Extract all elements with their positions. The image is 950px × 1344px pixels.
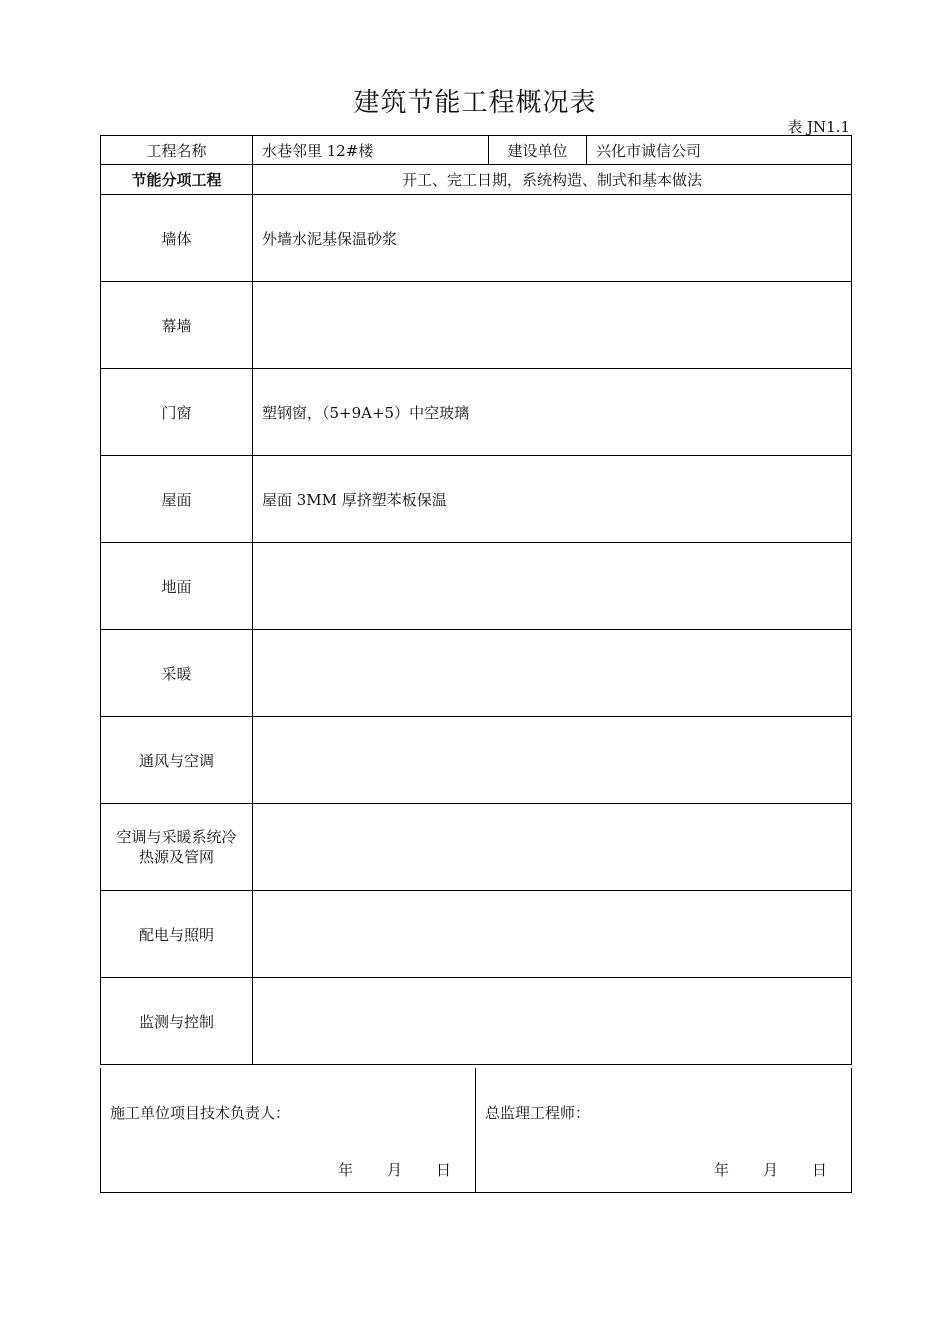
item-content-roof: 屋面 3MM 厚挤塑苯板保温	[253, 456, 852, 543]
item-name-hvac-source	[101, 804, 253, 891]
chief-supervisor-date	[714, 1159, 827, 1180]
header-row	[101, 136, 852, 165]
signature-right-cell	[476, 1068, 852, 1193]
date-day: 日	[435, 1161, 451, 1179]
item-content-curtain-wall	[253, 282, 852, 369]
table-row	[101, 282, 852, 369]
item-content-monitoring	[253, 978, 852, 1065]
item-name-floor: 地面	[101, 543, 253, 630]
item-content-heating	[253, 630, 852, 717]
item-name-wall: 墙体	[101, 195, 253, 282]
builder-label: 建设单位	[489, 136, 587, 165]
date-year: 年	[337, 1161, 353, 1179]
item-name-curtain-wall: 幕墙	[101, 282, 253, 369]
item-content-doors-windows: 塑钢窗，（5+9A+5）中空玻璃	[253, 369, 852, 456]
signature-left-cell	[101, 1068, 476, 1193]
date-month: 月	[762, 1161, 778, 1179]
date-day: 日	[811, 1161, 827, 1179]
description-label: 开工、完工日期，系统构造、制式和基本做法	[253, 165, 852, 195]
construction-lead-date	[338, 1159, 451, 1180]
project-name-label: 工程名称	[101, 136, 253, 165]
page-title: 建筑节能工程概况表	[353, 88, 597, 118]
table-row	[101, 543, 852, 630]
date-year: 年	[713, 1161, 729, 1179]
item-name-roof: 屋面	[101, 456, 253, 543]
table-row	[101, 369, 852, 456]
table-row	[101, 630, 852, 717]
item-content-floor	[253, 543, 852, 630]
table-row	[101, 804, 852, 891]
item-name-hvac-source-line2: 热源及管网	[138, 848, 214, 866]
item-content-lighting	[253, 891, 852, 978]
form-code: 表 JN1.1	[787, 118, 850, 136]
item-name-ventilation: 通风与空调	[101, 717, 253, 804]
item-name-doors-windows: 门窗	[101, 369, 253, 456]
item-name-heating: 采暖	[101, 630, 253, 717]
table-row	[101, 717, 852, 804]
builder-value: 兴化市诚信公司	[587, 136, 852, 165]
construction-lead-label: 施工单位项目技术负责人：	[110, 1104, 291, 1122]
table-row	[101, 456, 852, 543]
signature-table	[100, 1068, 852, 1193]
category-label: 节能分项工程	[101, 165, 253, 195]
chief-supervisor-label: 总监理工程师：	[485, 1104, 591, 1122]
item-content-ventilation	[253, 717, 852, 804]
item-name-hvac-source-line1: 空调与采暖系统冷	[116, 828, 237, 846]
table-row	[101, 195, 852, 282]
item-name-lighting: 配电与照明	[101, 891, 253, 978]
subheader-row	[101, 165, 852, 195]
overview-table	[100, 135, 852, 1065]
table-row	[101, 891, 852, 978]
date-month: 月	[386, 1161, 402, 1179]
project-name-value: 水巷邻里 12#楼	[253, 136, 489, 165]
item-name-monitoring: 监测与控制	[101, 978, 253, 1065]
item-content-hvac-source	[253, 804, 852, 891]
table-row	[101, 978, 852, 1065]
item-content-wall: 外墙水泥基保温砂浆	[253, 195, 852, 282]
